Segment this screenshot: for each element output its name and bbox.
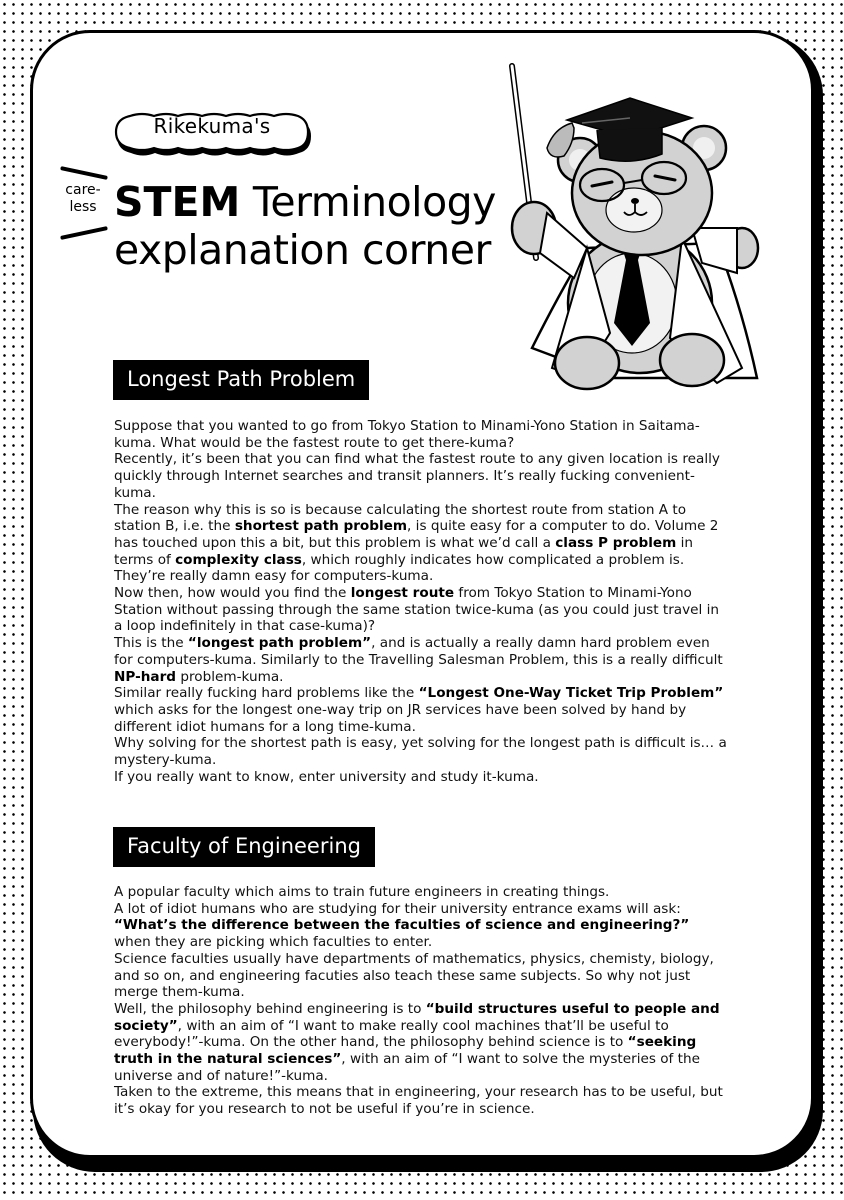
careless-tag [58,182,108,216]
paragraph [114,685,729,735]
text-run: Similar really fucking hard problems like the [114,685,419,702]
paragraph [114,1084,729,1117]
bold-term: complexity class [175,551,302,568]
paragraph [114,901,729,951]
text-run: , which roughly indicates how complicated a problem is. They’re really damn easy for computers-kuma. [114,551,685,585]
bold-term: class P problem [555,534,677,551]
section-body-longest-path [114,418,729,785]
paragraph [114,951,729,1001]
careless-tag-line1: care- [65,182,101,198]
text-run: Suppose that you wanted to go from Tokyo Station to Minami-Yono Station in Saitama-kuma. What would be the fastest route to get there-kuma? [114,418,700,451]
text-run: from Tokyo Station to Minami-Yono Station without passing through the same station twice-kuma (as you could just travel in a loop indefinitely in that case-kuma)? [114,585,720,635]
text-run: which asks for the longest one-way trip on JR services have been solved by hand by different idiot humans for a long time-kuma. [114,701,687,735]
text-run: in terms of [114,534,694,568]
page-title [114,178,496,274]
text-run: , with an aim of “I want to make really cool machines that’ll be useful to everybody!”-kuma. On the other hand, the philosophy behind science is to [114,1017,669,1051]
text-run: Why solving for the shortest path is easy, yet solving for the longest path is difficult is… a mystery-kuma. [114,735,727,769]
paragraph [114,884,729,901]
paragraph [114,1001,729,1085]
text-run: This is the [114,635,188,652]
paragraph [114,418,729,451]
careless-tag-line2: less [69,199,97,215]
teddy-bear-graduate-icon [492,48,792,393]
text-run: Well, the philosophy behind engineering is to [114,1000,426,1017]
bold-term: longest route [350,585,455,602]
title-line-1 [114,178,496,226]
section-body-engineering [114,884,729,1118]
text-run: , and is actually a really damn hard problem even for computers-kuma. Similarly to the Travelling Salesman Problem, this is a really difficult [114,635,723,668]
paragraph [114,735,729,768]
brand-label: Rikekuma's [153,114,271,138]
bold-term: “Longest One-Way Ticket Trip Problem” [418,685,724,702]
bold-term: “seeking truth in the natural sciences” [114,1034,697,1068]
bold-term: “What’s the difference between the faculties of science and engineering?” [114,917,690,934]
paragraph [114,585,729,635]
title-line-2: explanation corner [114,226,491,274]
text-run: , is quite easy for a computer to do. Volume 2 has touched upon this a bit, but this problem is what we’d call a [114,518,719,551]
text-run: A popular faculty which aims to train future engineers in creating things. [114,884,610,900]
bold-term: shortest path problem [234,518,408,535]
paragraph [114,451,729,501]
text-run: If you really want to know, enter university and study it-kuma. [114,768,539,785]
section-heading-engineering: Faculty of Engineering [113,827,375,867]
text-run: Taken to the extreme, this means that in engineering, your research has to be useful, but it’s okay for you research to not be useful if you’re in science. [114,1084,723,1118]
text-run: when they are picking which faculties to enter. [114,934,433,951]
bold-term: NP-hard [114,668,177,685]
text-run: Recently, it’s been that you can find what the fastest route to any given location is really quickly through Internet searches and transit planners. It’s really fucking convenient-kuma. [114,451,720,501]
section-heading-longest-path: Longest Path Problem [113,360,369,400]
text-run: , with an aim of “I want to solve the mysteries of the universe and of nature!”-kuma. [114,1051,700,1084]
text-run: problem-kuma. [176,668,284,685]
text-run: Science faculties usually have departments of mathematics, physics, chemisty, biology, and so on, and engineering facuties also teach these same subjects. So why not just merge them-kuma. [114,950,714,1001]
paragraph [114,635,729,685]
bold-term: “build structures useful to people and society” [114,1000,720,1034]
title-terminology: Terminology [240,178,496,226]
text-run: Now then, how would you find the [114,585,351,602]
paragraph [114,769,729,786]
text-run: The reason why this is so is because calculating the shortest route from station A to station B, i.e. the [114,501,687,535]
text-run: A lot of idiot humans who are studying for their university entrance exams will ask: [114,900,681,917]
title-stem: STEM [114,178,241,226]
bold-term: “longest path problem” [187,635,372,652]
paragraph [114,502,729,586]
